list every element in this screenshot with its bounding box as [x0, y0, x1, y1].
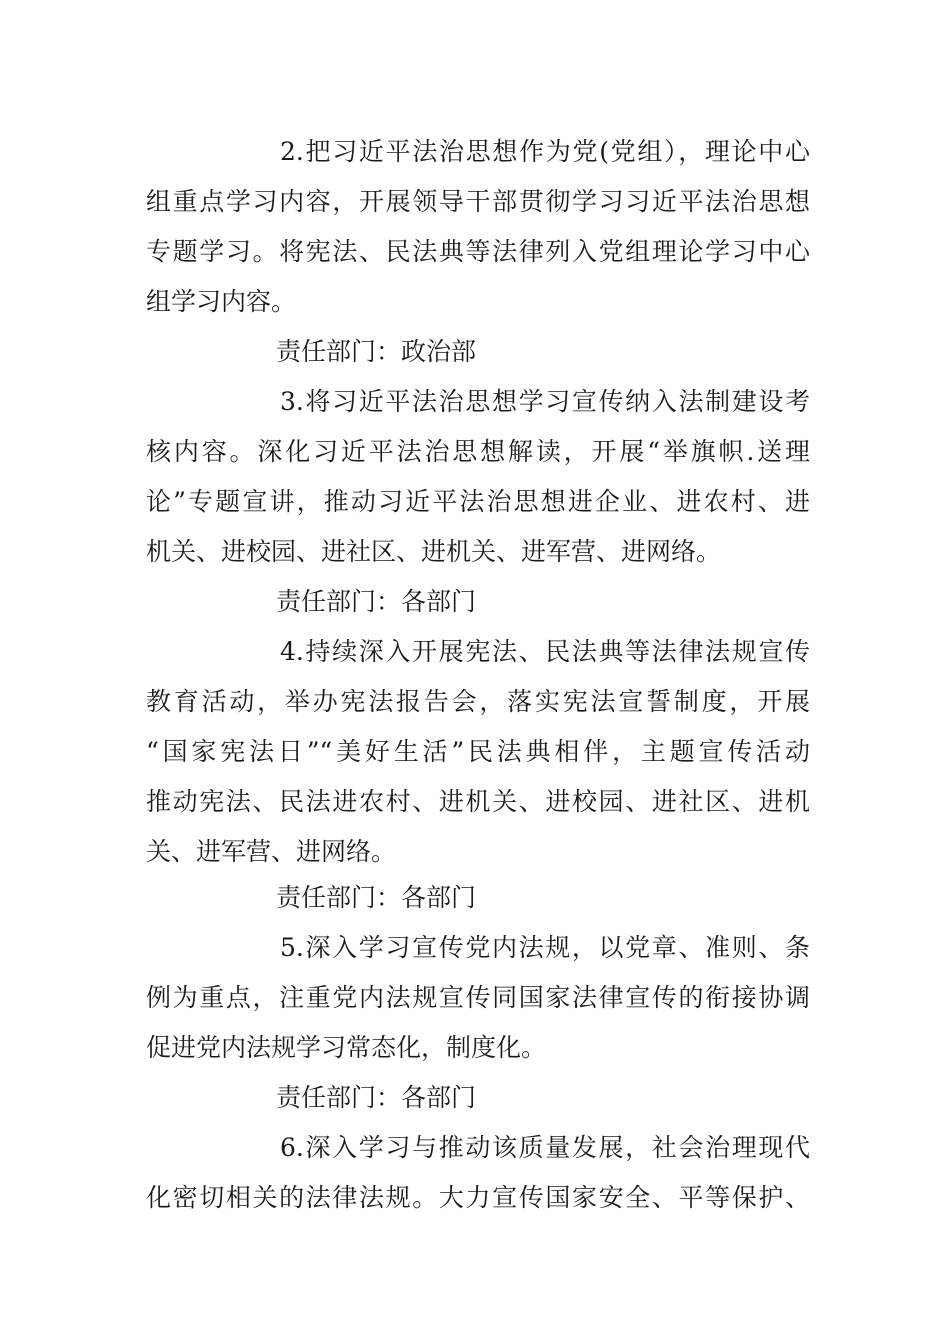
paragraph-5-line-3: 促进党内法规学习常态化，制度化。: [146, 1033, 547, 1062]
paragraph-4-line-1: 4.持续深入开展宪法、民法典等法律法规宣传: [280, 637, 810, 666]
paragraph-3-line-1: 3.将习近平法治思想学习宣传纳入法制建设考: [280, 387, 810, 416]
paragraph-2-line-2: 组重点学习内容，开展领导干部贯彻学习习近平法治思想: [146, 187, 810, 216]
paragraph-6-line-2: 化密切相关的法律法规。大力宣传国家安全、平等保护、: [146, 1183, 810, 1212]
paragraph-2-line-4: 组学习内容。: [146, 287, 297, 316]
responsible-department-2: 责任部门：政治部: [276, 337, 477, 366]
paragraph-6-line-1: 6.深入学习与推动该质量发展，社会治理现代: [280, 1133, 810, 1162]
paragraph-2-line-3: 专题学习。将宪法、民法典等法律列入党组理论学习中心: [146, 237, 810, 266]
paragraph-3-line-4: 机关、进校园、进社区、进机关、进军营、进网络。: [146, 537, 722, 566]
responsible-department-4: 责任部门：各部门: [276, 883, 477, 912]
paragraph-3-line-3: 论”专题宣讲，推动习近平法治思想进企业、进农村、进: [146, 487, 810, 516]
paragraph-4-line-2: 教育活动，举办宪法报告会，落实宪法宣誓制度，开展: [146, 687, 810, 716]
paragraph-4-line-4: 推动宪法、民法进农村、进机关、进校园、进社区、进机: [146, 787, 810, 816]
paragraph-3-line-2: 核内容。深化习近平法治思想解读，开展“举旗帜.送理: [146, 437, 810, 466]
responsible-department-5: 责任部门：各部门: [276, 1083, 477, 1112]
paragraph-2-line-1: 2.把习近平法治思想作为党(党组），理论中心: [280, 137, 810, 166]
paragraph-4-line-5: 关、进军营、进网络。: [146, 837, 397, 866]
paragraph-4-line-3: “国家宪法日”“美好生活”民法典相伴，主题宣传活动: [146, 737, 810, 766]
paragraph-5-line-2: 例为重点，注重党内法规宣传同国家法律宣传的衔接协调: [146, 983, 810, 1012]
responsible-department-3: 责任部门：各部门: [276, 587, 477, 616]
paragraph-5-line-1: 5.深入学习宣传党内法规，以党章、准则、条: [280, 933, 810, 962]
